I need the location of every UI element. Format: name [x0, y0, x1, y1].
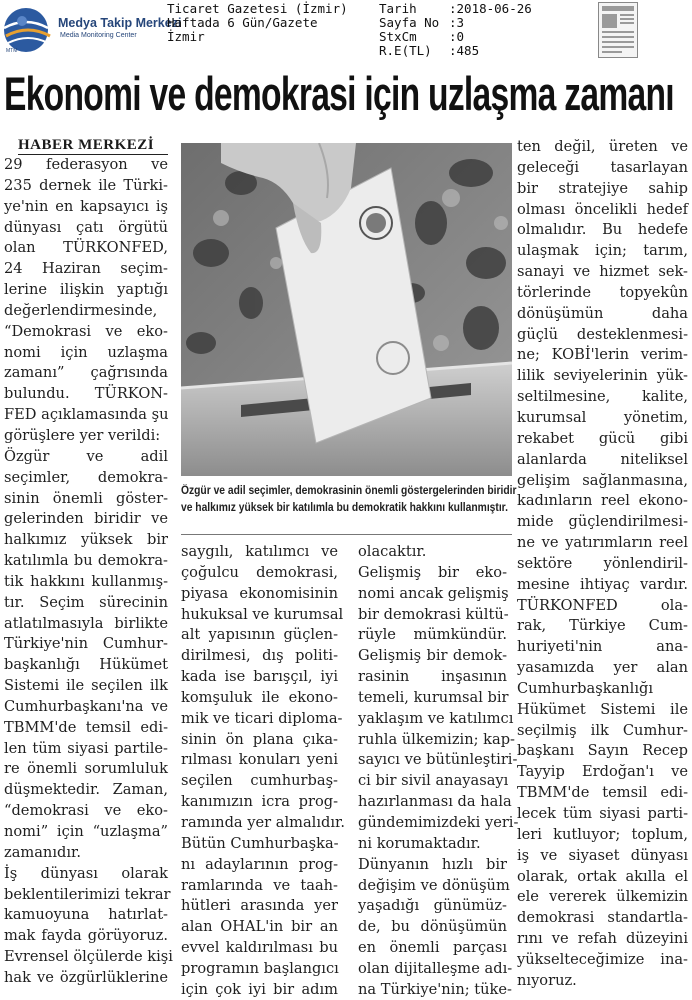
text-line: 29 federasyon ve — [4, 156, 168, 173]
text-line: “demokrasi ve eko- — [4, 802, 168, 820]
text-line: Evrensel ölçülerde kişi — [4, 948, 173, 966]
text-line: 24 Haziran seçim- — [4, 260, 168, 278]
globe-logo-icon — [2, 6, 54, 54]
text-line: ramlarında ve taah- — [181, 876, 338, 894]
text-line: lecek tüm siyasi parti- — [517, 805, 688, 822]
text-line: hak ve özgürlüklerine — [4, 968, 168, 986]
text-line: gelerinden biridir ve — [4, 510, 168, 528]
meta-row-date: Tarih :2018-06-26 — [379, 1, 532, 16]
text-line: nomi için uzlaşma — [4, 343, 168, 361]
logo-brand: MTM — [6, 48, 18, 54]
photo-caption — [181, 482, 517, 516]
ballot-box-photo — [181, 143, 512, 476]
text-line: atlatılmasıyla birlikte — [4, 614, 168, 632]
text-line: evvel kaldırılması bu — [181, 939, 338, 957]
meta-row-page: Sayfa No :3 — [379, 15, 465, 30]
text-line: mesine ihtiyaç vardır. — [517, 575, 688, 593]
text-line: alanlarda niteliksel — [517, 450, 688, 468]
text-line: halkımız yüksek bir — [4, 531, 168, 549]
text-line: en önemli parçası — [358, 939, 507, 957]
text-line: dirilmesi, dış politi- — [181, 647, 338, 665]
text-line: mide güçlendirilmesi- — [517, 513, 688, 531]
text-line: saygılı, katılımcı ve — [181, 543, 338, 560]
text-line: rılması konuları yeni — [181, 751, 338, 769]
meta-row-ad-value: R.E(TL) :485 — [379, 43, 480, 58]
text-line: ne ve yatırımların reel — [517, 534, 688, 552]
text-line: TBMM'de temsil edi- — [517, 784, 688, 802]
text-line: yaşadığı günümüz- — [358, 897, 507, 915]
text-line: görüşlere yer verildi: — [4, 426, 161, 444]
text-line: nomi ancak gelişmiş — [358, 584, 509, 602]
text-line: Özgür ve adil — [4, 447, 168, 465]
text-line: “Demokrasi ve eko- — [4, 322, 168, 340]
text-line: nı adaylarının prog- — [181, 855, 338, 873]
text-line: geleceği tasarlayan — [517, 158, 688, 176]
text-line: İş dünyası olarak — [4, 864, 168, 882]
text-line: alan OHAL'in bir an — [181, 918, 338, 936]
text-line: Bütün Cumhurbaşka- — [181, 834, 339, 852]
text-line: temeli, kurumsal bir — [358, 688, 509, 706]
text-line: Dünyanın hızlı bir — [358, 855, 507, 873]
text-line: değişim ve dönüşüm — [358, 876, 510, 894]
meta-row-stxcm: StxCm :0 — [379, 29, 465, 44]
text-line: ulaşmak için; tarım, — [517, 242, 688, 260]
text-line: FED açıklamasında şu — [4, 406, 169, 424]
text-line: ne; KOBİ'lerin verim- — [517, 346, 688, 364]
text-line: len tüm siyasi partile- — [4, 739, 168, 757]
text-line: olacaktır. — [358, 543, 427, 560]
publication-frequency: Haftada 6 Gün/Gazete — [167, 15, 318, 30]
text-line: hazırlanması da hala — [358, 793, 512, 811]
text-line: kurumsal yönetim, — [517, 408, 688, 426]
text-line: gündemimizdeki yeri- — [358, 813, 519, 831]
text-line: Cumhurbaşkanı'na ve — [4, 697, 168, 715]
text-line: bulundu. TÜRKON- — [4, 385, 168, 403]
text-line: sektöre yönlendiril- — [517, 554, 688, 572]
caption-line: Özgür ve adil seçimler, demokrasinin önemli göstergelerinden biridir — [181, 484, 517, 497]
text-line: TBMM'de temsil edi- — [4, 718, 168, 736]
text-line: olması öncelikli hedef — [517, 200, 688, 218]
text-line: programın başlangıcı — [181, 959, 339, 977]
text-line: iş ve siyaset dünyası — [517, 846, 688, 864]
text-line: dönüşümün daha — [517, 304, 688, 322]
text-line: ni korumaktadır. — [358, 834, 481, 852]
text-line: için çok iyi bir adım — [181, 980, 338, 998]
text-line: hukuksal ve kurumsal — [181, 605, 344, 623]
text-line: ele vererek ülkemizin — [517, 888, 688, 906]
article-column-1 — [4, 155, 173, 989]
article-column-3 — [358, 542, 519, 1000]
text-line: bir stratejiye sahip — [517, 179, 688, 197]
text-line: ci bir sivil anayasayı — [358, 772, 509, 790]
publication-city: İzmir — [167, 29, 205, 44]
text-line: Sistemi ile seçilen ilk — [4, 677, 168, 695]
text-line: komşuluk ile ekono- — [181, 688, 338, 706]
text-line: huriyeti'nin ana- — [517, 638, 688, 656]
text-line: bir demokrasi kültü- — [358, 605, 509, 623]
byline: HABER MERKEZİ — [18, 136, 168, 155]
text-line: zamanı” çağrısında — [4, 364, 168, 382]
text-line: kada ise barışçıl, iyi — [181, 668, 338, 686]
text-line: kadınların reel ekono- — [517, 492, 688, 510]
text-line: törlerinde topyekûn — [517, 283, 688, 301]
text-line: Tayyip Erdoğan'ı ve — [517, 763, 688, 781]
text-line: güçlü desteklenmesi- — [517, 325, 688, 343]
text-line: yükselteceğimize ina- — [517, 950, 688, 968]
text-line: dünyası çatı örgütü — [4, 218, 168, 236]
text-line: çoğulcu demokrasi, — [181, 563, 338, 581]
text-line: sanayi ve hizmet sek- — [517, 263, 688, 281]
text-line: mik ve ticari diploma- — [181, 709, 343, 727]
article-column-2 — [181, 542, 346, 1000]
text-line: olarak, ortak akılla el — [517, 867, 688, 885]
article-photo — [181, 143, 512, 476]
text-line: ramında yer almalıdır. — [181, 813, 346, 831]
text-line: zamanıdır. — [4, 843, 82, 861]
text-line: piyasa ekonomisinin — [181, 584, 338, 602]
text-line: kamuoyuna hatırlat- — [4, 906, 168, 924]
logo-subtitle: Media Monitoring Center — [60, 32, 137, 39]
text-line: başkanı Sayın Recep — [517, 742, 688, 760]
text-line: yaklaşım ve katılımcı — [358, 709, 514, 727]
text-line: rüyle mümkündür. — [358, 626, 507, 644]
text-line: rını ve refah düzeyini — [517, 930, 688, 948]
publication-name: Ticaret Gazetesi (İzmir) — [167, 1, 348, 16]
text-line: seçilen cumhurbaş- — [181, 772, 338, 790]
text-line: katılımla bu demokra- — [4, 552, 168, 570]
clipping-meta — [379, 2, 532, 58]
text-line: ten değil, üreten ve — [517, 138, 688, 155]
text-line: hütleri arasında yer — [181, 897, 338, 915]
text-line: rasinin inşasının — [358, 668, 507, 686]
article-headline: Ekonomi ve demokrasi için uzlaşma zamanı — [4, 67, 674, 120]
text-line: leri kutluyor; toplum, — [517, 825, 688, 843]
text-line: Cumhurbaşkanlığı — [517, 679, 653, 697]
text-line: Gelişmiş bir eko- — [358, 563, 507, 581]
text-line: değerlendirmesinde, — [4, 301, 158, 319]
caption-divider — [181, 534, 512, 535]
text-line: Gelişmiş bir demok- — [358, 647, 507, 665]
text-line: olan dijitalleşme adı- — [358, 959, 513, 977]
text-line: alt yapısının güçlen- — [181, 626, 338, 644]
text-line: tır. Seçim sürecinin — [4, 593, 168, 611]
text-line: seçimler, demokra- — [4, 468, 168, 486]
text-line: sinin önemli göster- — [4, 489, 168, 507]
text-line: olan TÜRKONFED, — [4, 239, 168, 257]
publication-info — [167, 2, 348, 44]
text-line: 235 dernek ile Türki- — [4, 176, 168, 194]
text-line: kanımızın icra prog- — [181, 793, 338, 811]
article-column-4 — [517, 137, 688, 992]
text-line: ruhla ülkemizin; kap- — [358, 730, 515, 748]
text-line: düşmektedir. Zaman, — [4, 781, 168, 799]
text-line: na Türkiye'nin; tüke- — [358, 980, 512, 998]
text-line: lilik seviyelerinin yük- — [517, 367, 688, 385]
text-line: seçilmiş ilk Cumhur- — [517, 721, 688, 739]
text-line: başkanlığı Hükümet — [4, 656, 168, 674]
text-line: yasamızda yer alan — [517, 659, 688, 677]
text-line: mak fayda görüyoruz. — [4, 927, 168, 945]
headline-block — [0, 64, 692, 128]
caption-line: ve halkımız yüksek bir katılımla bu demokratik hakkını kullanmıştır. — [181, 501, 508, 514]
logo-title: Medya Takip Merkezi — [58, 16, 182, 30]
text-line: sinin ön plana çıka- — [181, 730, 338, 748]
text-line: gelişim sağlanmasına, — [517, 471, 688, 489]
text-line: lerine ilişkin yaptığı — [4, 281, 168, 299]
text-line: nomi” için “uzlaşma” — [4, 823, 168, 840]
text-line: seltilmesine, kalite, — [517, 388, 688, 406]
text-line: de, bu dönüşümün — [358, 918, 507, 936]
text-line: tik hakkını kullanmış- — [4, 572, 168, 590]
text-line: re önemli sorumluluk — [4, 760, 168, 778]
text-line: ye'nin en kapsayıcı iş — [4, 197, 168, 215]
mtm-logo — [2, 4, 182, 56]
page-thumbnail[interactable] — [598, 2, 638, 58]
text-line: olmalıdır. Bu hedefe — [517, 221, 688, 239]
text-line: demokrasi standartla- — [517, 909, 688, 927]
text-line: TÜRKONFED ola- — [517, 596, 688, 614]
text-line: beklentilerimizi tekrar — [4, 885, 171, 903]
text-line: rekabet gücü gibi — [517, 429, 688, 447]
text-line: Hükümet Sistemi ile — [517, 700, 688, 718]
monitoring-header — [0, 0, 692, 62]
text-line: rak, Türkiye Cum- — [517, 617, 688, 635]
text-line: sayıcı ve bütünleştiri- — [358, 751, 518, 769]
text-line: Türkiye'nin Cumhur- — [4, 635, 168, 653]
text-line: nıyoruz. — [517, 971, 577, 989]
